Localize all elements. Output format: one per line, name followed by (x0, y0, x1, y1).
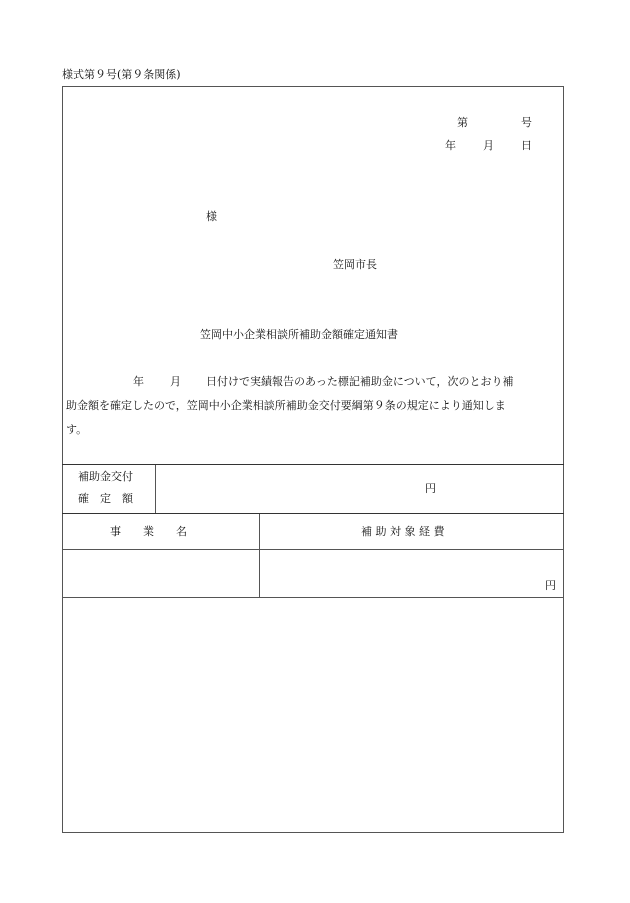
issuer: 笠岡市長 (333, 258, 377, 271)
form-label: 様式第９号(第９条関係) (62, 68, 181, 81)
data-row-bottom-border (62, 597, 564, 598)
header-row-bottom-border (62, 549, 564, 550)
body-year: 年 (133, 375, 144, 388)
amount-label-line1: 補助金交付 (78, 470, 133, 483)
date-day: 日 (521, 139, 532, 152)
amount-unit: 円 (425, 482, 436, 495)
document-frame (62, 86, 564, 833)
amount-row-bottom-border (62, 513, 564, 514)
body-text-line3: す。 (66, 423, 88, 436)
project-name-header: 事 業 名 (110, 525, 187, 538)
body-text-line1: 日付けで実績報告のあった標記補助金について，次のとおり補 (206, 375, 514, 388)
amount-label-divider (155, 465, 156, 513)
amount-label-line2: 確 定 額 (78, 492, 133, 505)
document-title: 笠岡中小企業相談所補助金額確定通知書 (200, 328, 398, 341)
addressee-suffix: 様 (206, 210, 217, 223)
cost-unit: 円 (545, 579, 556, 592)
eligible-cost-header: 補 助 対 象 経 費 (361, 525, 445, 538)
column-divider (259, 514, 260, 598)
date-month: 月 (483, 139, 494, 152)
body-text-line2: 助金額を確定したので，笠岡中小企業相談所補助金交付要綱第９条の規定により通知しま (66, 399, 506, 412)
date-year: 年 (445, 139, 456, 152)
table-top-border (62, 464, 564, 465)
body-month: 月 (170, 375, 181, 388)
doc-number-prefix: 第 (457, 116, 468, 129)
doc-number-suffix: 号 (521, 116, 532, 129)
